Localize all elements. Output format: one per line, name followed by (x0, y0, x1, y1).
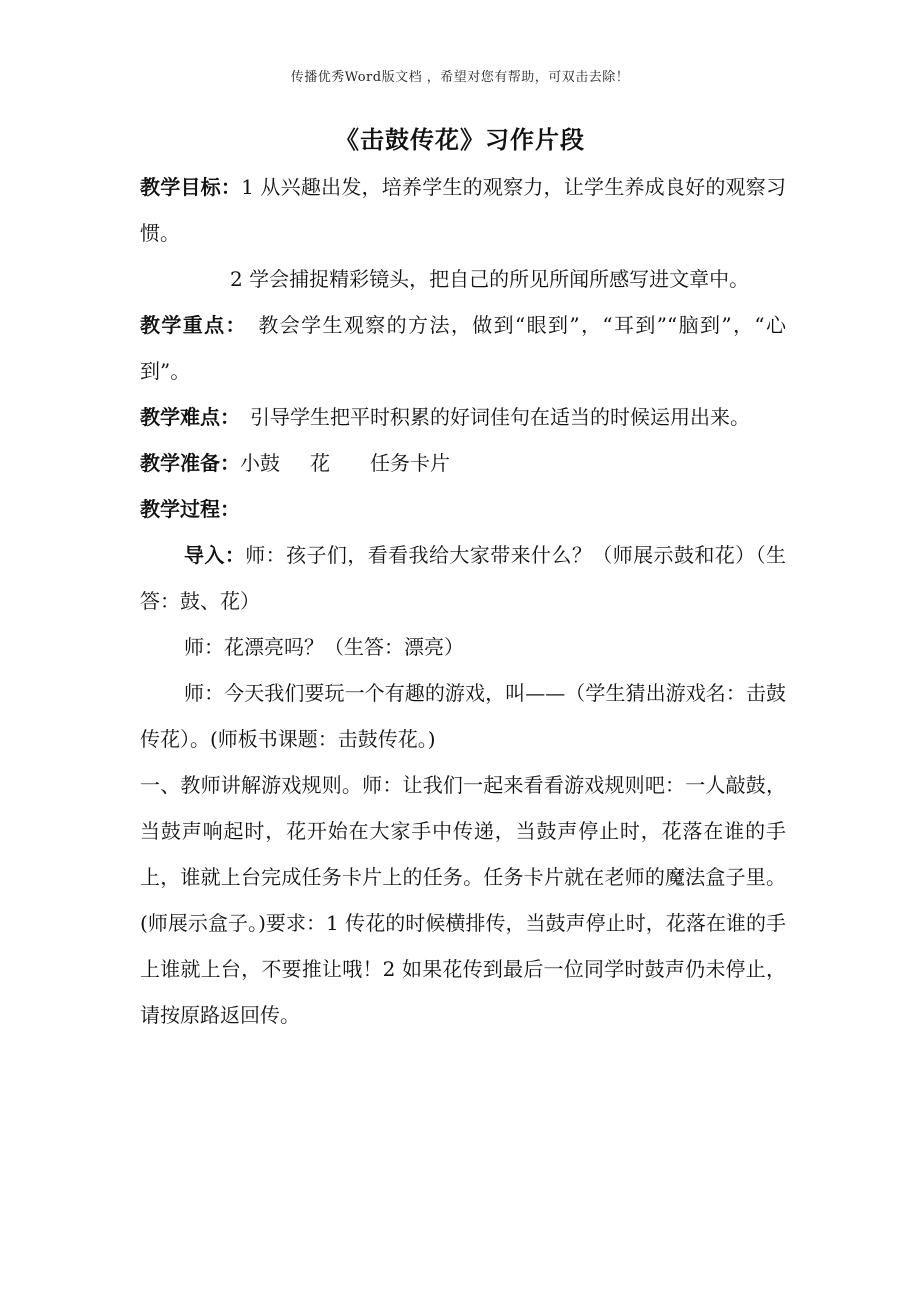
key-points-text: 教会学生观察的方法，做到“眼到”，“耳到”“脑到”，“心到”。 (140, 313, 787, 383)
process-intro-label: 导入： (184, 543, 246, 567)
preparation-item-2: 花 (310, 451, 330, 475)
teaching-goal-1: 1 从兴趣出发，培养学生的观察力，让学生养成良好的观察习惯。 (140, 175, 786, 245)
document-title: 《击鼓传花》习作片段 (335, 126, 585, 154)
teaching-goals-label: 教学目标： (140, 175, 242, 199)
difficulties-label: 教学难点： (140, 405, 240, 429)
process-intro (140, 532, 786, 624)
preparation-label: 教学准备： (140, 451, 240, 475)
header-note: 传播优秀Word版文档 ，希望对您有帮助，可双击去除！ (290, 70, 630, 85)
process-section-1: 一、教师讲解游戏规则。师：让我们一起来看看游戏规则吧：一人敲鼓，当鼓声响起时，花开始在大家手中传递，当鼓声停止时，花落在谁的手上，谁就上台完成任务卡片上的任务。任务卡片就在老师的魔法盒子里。(师展示盒子。)要求：1 传花的时候横排传，当鼓声停止时，花落在谁的手上谁就上台，不要推让哦！2 如果花传到最后一位同学时鼓声仍未停止，请按原路返回传。 (140, 773, 786, 1027)
process-line-3: 师：今天我们要玩一个有趣的游戏，叫——（学生猜出游戏名：击鼓传花）。(师板书课题：击鼓传花。) (140, 681, 786, 751)
preparation-item-3: 任务卡片 (370, 451, 450, 475)
difficulties (140, 394, 786, 440)
key-points-label: 教学重点： (140, 313, 247, 337)
process-intro-text: 师：孩子们，看看我给大家带来什么？（师展示鼓和花）（生答：鼓、花） (140, 543, 787, 613)
teaching-goals (140, 164, 786, 256)
process-line-2: 师：花漂亮吗？（生答：漂亮） (184, 635, 464, 659)
preparation-item-1: 小鼓 (240, 451, 280, 475)
key-points (140, 302, 786, 394)
difficulties-text: 引导学生把平时积累的好词佳句在适当的时候运用出来。 (250, 405, 750, 429)
process-label: 教学过程： (140, 497, 240, 521)
teaching-goal-2: 2 学会捕捉精彩镜头，把自己的所见所闻所感写进文章中。 (230, 267, 750, 291)
preparation (140, 440, 786, 486)
document-body (140, 164, 786, 1038)
